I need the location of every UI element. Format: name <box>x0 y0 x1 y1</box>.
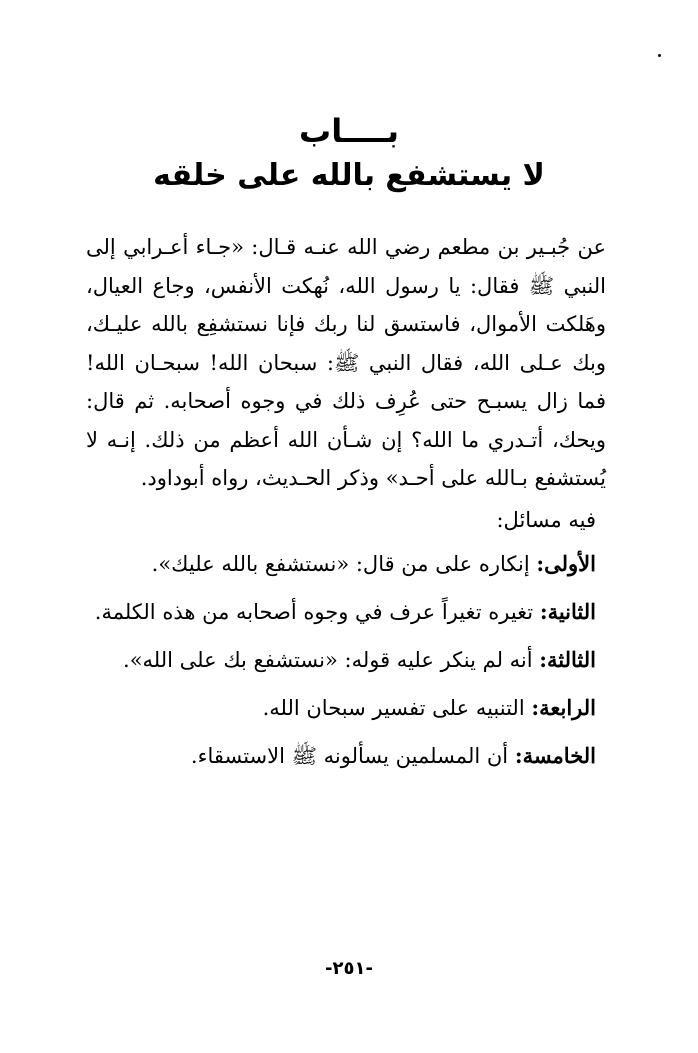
issue-item-4 <box>86 690 596 738</box>
issues-list <box>86 546 596 786</box>
page-number: -٢٥١- <box>325 958 373 979</box>
hadith-paragraph: عن جُبـير بن مطعم رضي الله عنـه قـال: «جـاء أعـرابي إلى النبي ﷺ فقال: يا رسول الله، نُهكت الأنفس، وجاع العيال، وهَلكت الأموال، فاستسق لنا ربك فإنا نستشفِع بالله عليـك، وبك عـلى الله، فقال النبي ﷺ: سبحان الله! سبحـان الله! فما زال يسبـح حتى عُرِف ذلك في وجوه أصحابه. ثم قال: ويحك، أتـدري ما الله؟ إن شـأن الله أعظم من ذلك. إنـه لا يُستشفع بـالله على أحـد» وذكر الحـديث، رواه أبوداود. <box>86 235 606 490</box>
issue-text: التنبيه على تفسير سبحان الله. <box>262 696 525 720</box>
chapter-label: بــــاب <box>299 112 399 150</box>
issue-label: الرابعة: <box>531 695 596 720</box>
issue-label: الخامسة: <box>514 743 596 768</box>
issue-text: إنكاره على من قال: «نستشفع بالله عليك». <box>151 552 530 576</box>
issue-item-3 <box>86 642 596 690</box>
issue-label: الأولى: <box>536 551 596 576</box>
issue-item-2 <box>86 594 596 642</box>
issue-text: أن المسلمين يسألونه ﷺ الاستسقاء. <box>190 744 509 768</box>
issue-label: الثالثة: <box>539 647 596 672</box>
issues-intro: فيه مسائل: <box>496 508 596 532</box>
issue-text: تغيره تغيراً عرف في وجوه أصحابه من هذه الكلمة. <box>94 600 534 624</box>
issue-item-5 <box>86 738 596 786</box>
page-speck <box>658 54 661 57</box>
chapter-title: لا يستشفع بالله على خلقه <box>153 158 545 193</box>
issue-item-1 <box>86 546 596 594</box>
issue-text: أنه لم ينكر عليه قوله: «نستشفع بك على الله». <box>123 648 533 672</box>
issue-label: الثانية: <box>539 599 596 624</box>
